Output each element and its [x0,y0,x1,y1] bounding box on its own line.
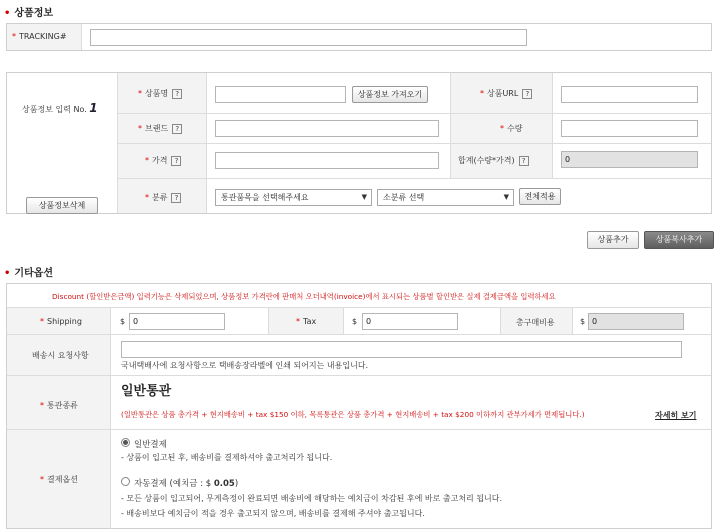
total-purchase-label: 총구매비용 [516,318,555,327]
quantity-label: * 수량 [500,124,523,133]
deposit-amount: 0.05 [213,479,235,489]
divider [7,307,711,308]
divider [572,308,573,334]
help-icon[interactable]: ? [171,156,181,166]
payment-general-desc: - 상품이 입고된 후, 배송비를 결제하셔야 출고처리가 됩니다. [121,453,333,462]
divider [552,73,553,178]
divider [118,113,711,114]
help-icon[interactable]: ? [171,193,181,203]
customs-note: (일반통관은 상품 총가격 + 현지배송비 + tax $150 이하, 목록통관은 상품 총가격 + 현지배송비 + tax $200 이하까지 관부가세가 면제됩니다.) [121,410,585,419]
add-product-button[interactable]: 상품추가 [587,231,639,249]
help-icon[interactable]: ? [172,89,182,99]
request-note: 국내택배사에 요청사항으로 택배송장라벨에 인쇄 되어지는 내용입니다. [121,361,369,370]
payment-auto-desc2: - 배송비보다 예치금이 적을 경우 출고되지 않으며, 배송비를 결제해 주셔야 출고됩니다. [121,509,425,518]
total-purchase-value: 0 [588,313,684,330]
divider [268,308,269,334]
payment-auto-radio[interactable] [121,477,130,486]
help-icon[interactable]: ? [522,89,532,99]
shipping-input[interactable]: 0 [129,313,225,330]
help-icon[interactable]: ? [519,156,529,166]
currency-symbol: $ [352,317,358,326]
payment-auto-desc1: - 모든 상품이 입고되어, 무게측정이 완료되면 배송비에 해당하는 예치금이 차감된 후에 바로 출고처리 됩니다. [121,494,503,503]
chevron-down-icon: ▼ [361,193,367,201]
price-input[interactable] [215,152,439,169]
divider [110,308,111,334]
apply-all-button[interactable]: 전체적용 [519,188,561,205]
divider [7,375,711,376]
quantity-input[interactable] [561,120,698,137]
radio-checked-dot [123,440,128,445]
customs-label: * 통관종류 [40,401,78,410]
delete-product-button[interactable]: 상품정보삭제 [26,197,98,214]
divider [118,143,711,144]
divider [110,335,111,529]
divider [118,178,711,179]
product-entry-number: 1 [89,101,98,115]
brand-input[interactable] [215,120,439,137]
subcategory-select[interactable]: 소분류 선택 ▼ [377,189,514,206]
divider [7,429,711,430]
payment-label: * 결제옵션 [40,475,78,484]
tax-input[interactable]: 0 [362,313,458,330]
chevron-down-icon: ▼ [503,193,509,201]
product-name-label: * 상품명 ? [138,88,182,99]
price-label: * 가격 ? [145,155,181,166]
tax-label: * Tax [296,317,317,326]
shipping-label: * Shipping [40,317,82,326]
product-url-label: * 상품URL ? [480,88,532,99]
divider [81,24,82,50]
brand-label: * 브랜드 ? [138,123,182,134]
payment-general-label: 일반결제 [134,440,167,450]
request-input[interactable] [121,341,682,358]
copy-product-button[interactable]: 상품복사추가 [644,231,714,249]
currency-symbol: $ [120,317,126,326]
divider [343,308,344,334]
tracking-input[interactable] [90,29,527,46]
category-select[interactable]: 통관품목을 선택해주세요 ▼ [215,189,372,206]
total-label: 합계(수량*가격) ? [458,155,529,166]
payment-auto-label: 자동결제 (예치금 : $ 0.05) [134,479,239,489]
other-options-section-title: • 기타옵션 [4,268,54,279]
total-value: 0 [561,151,698,168]
payment-general-radio[interactable] [121,438,130,447]
divider [500,308,501,334]
request-label: 배송시 요청사항 [32,351,89,360]
customs-type: 일반통관 [121,384,172,399]
fetch-product-button[interactable]: 상품정보 가져오기 [352,86,428,103]
divider [7,334,711,335]
category-label: * 분류 ? [145,192,181,203]
currency-symbol: $ [580,317,586,326]
divider [450,73,451,178]
product-url-input[interactable] [561,86,698,103]
product-info-section-title: • 상품정보 [4,8,54,19]
product-entry-label: 상품정보 입력 No. 1 [22,101,98,115]
tracking-label: * TRACKING# [12,32,67,41]
discount-notice: Discount (할인받은금액) 입력기능은 삭제되었으며, 상품정보 가격란에 판매처 오더내역(invoice)에서 표시되는 상품별 할인받은 실제 결제금액을 입력하세요 [52,292,556,301]
product-name-input[interactable] [215,86,346,103]
help-icon[interactable]: ? [172,124,182,134]
customs-more-link[interactable]: 자세히 보기 [655,411,697,420]
